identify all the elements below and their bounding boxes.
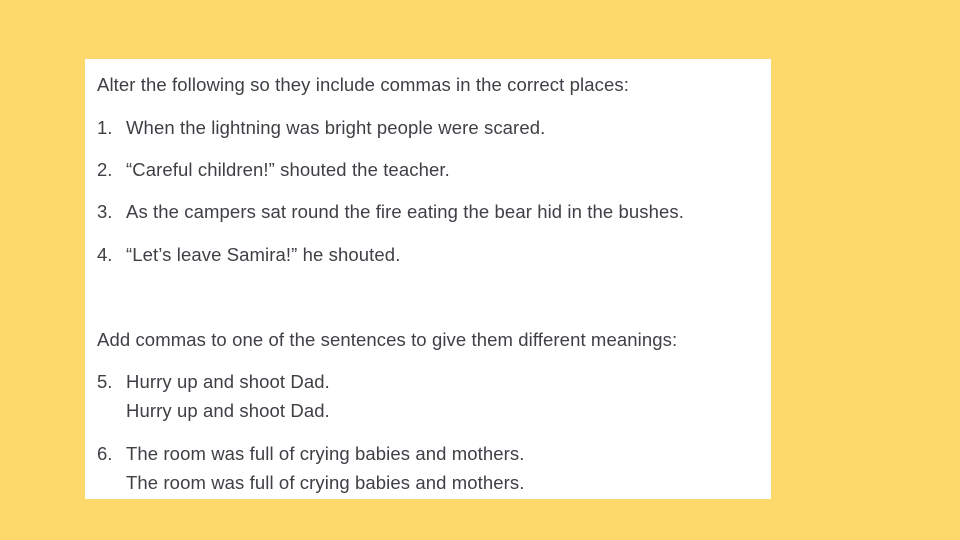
list-item: Hurry up and shoot Dad.: [126, 371, 330, 392]
list-item: “Let’s leave Samira!” he shouted.: [126, 244, 401, 265]
list-item: As the campers sat round the fire eating the bear hid in the bushes.: [126, 201, 685, 222]
worksheet-card: [85, 59, 771, 499]
list-item: “Careful children!” shouted the teacher.: [126, 159, 450, 180]
item-number: 5.: [97, 371, 113, 392]
list-item: The room was full of crying babies and mothers.: [126, 443, 525, 464]
item-number: 4.: [97, 244, 113, 265]
item-number: 3.: [97, 201, 113, 222]
item-number: 1.: [97, 117, 113, 138]
list-item: When the lightning was bright people were scared.: [126, 117, 546, 138]
list-item: The room was full of crying babies and mothers.: [126, 472, 525, 493]
item-number: 2.: [97, 159, 113, 180]
section2-heading: Add commas to one of the sentences to give them different meanings:: [97, 329, 678, 350]
section1-heading: Alter the following so they include commas in the correct places:: [97, 74, 629, 95]
item-number: 6.: [97, 443, 113, 464]
list-item: Hurry up and shoot Dad.: [126, 400, 330, 421]
